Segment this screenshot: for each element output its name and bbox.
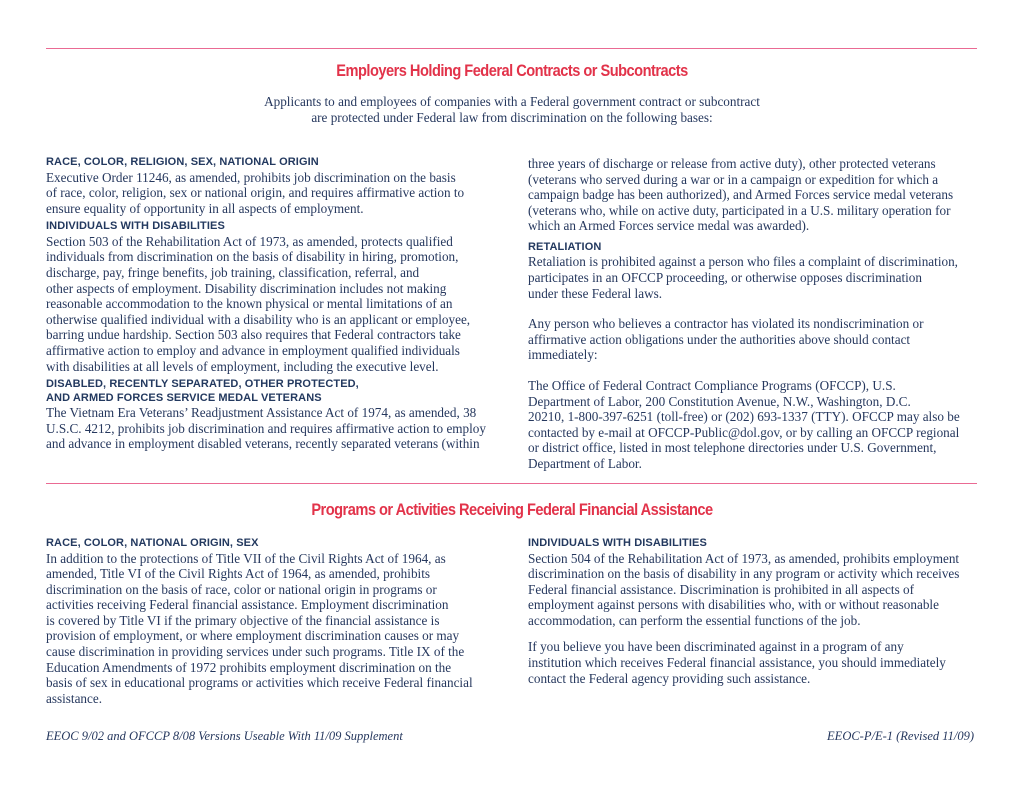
body-line: individuals from discrimination on the basis of disability in hiring, promotion, — [46, 249, 459, 265]
body-line: discrimination on the basis of race, color or national origin in programs or — [46, 581, 437, 597]
body-line: accommodation, can perform the essential functions of the job. — [528, 612, 861, 628]
body-line: 20210, 1-800-397-6251 (toll-free) or (202) 693-1337 (TTY). OFCCP may also be — [528, 409, 960, 425]
body-line: with disabilities at all levels of employment, including the executive level. — [46, 358, 439, 374]
section1-left-column — [46, 156, 496, 456]
veterans-continued-block — [528, 156, 978, 234]
body-line: The Office of Federal Contract Compliance Programs (OFCCP), U.S. — [528, 378, 896, 394]
retaliation-heading: RETALIATION — [528, 240, 602, 253]
body-line: contact the Federal agency providing such assistance. — [528, 670, 811, 686]
contact-info-block — [528, 378, 978, 472]
body-line: contacted by e-mail at OFCCP-Public@dol.gov, or by calling an OFCCP regional — [528, 424, 960, 440]
body-line: provision of employment, or where employment discrimination causes or may — [46, 628, 460, 644]
section1-intro — [0, 94, 1024, 126]
body-line: is covered by Title VI if the primary objective of the financial assistance is — [46, 612, 440, 628]
footer-form-id: EEOC-P/E-1 (Revised 11/09) — [827, 729, 974, 743]
body-line: U.S.C. 4212, prohibits job discrimination and requires affirmative action to employ — [46, 420, 486, 436]
body-line: (veterans who served during a war or in a campaign or expedition for which a — [528, 171, 939, 187]
middle-divider — [46, 483, 977, 484]
body-line: campaign badge has been authorized), and Armed Forces service medal veterans — [528, 187, 954, 203]
body-line: Executive Order 11246, as amended, prohibits job discrimination on the basis — [46, 169, 456, 185]
body-line: or district office, listed in most telephone directories under U.S. Government, — [528, 440, 937, 456]
section1-right-column — [528, 156, 978, 476]
disabilities-block — [46, 220, 496, 374]
race-heading: RACE, COLOR, RELIGION, SEX, NATIONAL ORIGIN — [46, 156, 319, 168]
intro-line: Applicants to and employees of companies with a Federal government contract or subcontract — [264, 94, 760, 109]
body-line: amended, Title VI of the Civil Rights Act of 1964, as amended, prohibits — [46, 566, 430, 582]
body-line: Any person who believes a contractor has violated its nondiscrimination or — [528, 316, 924, 332]
body-line: basis of sex in educational programs or activities which receive Federal financial — [46, 675, 473, 691]
body-line: institution which receives Federal financial assistance, you should immediately — [528, 655, 946, 671]
body-line: Section 503 of the Rehabilitation Act of 1973, as amended, protects qualified — [46, 233, 453, 249]
section2-title: Programs or Activities Receiving Federal Financial Assistance — [311, 500, 713, 519]
body-line: discharge, pay, fringe benefits, job training, classification, referral, and — [46, 264, 420, 280]
body-line: Retaliation is prohibited against a person who files a complaint of discrimination, — [528, 254, 958, 270]
body-line: immediately: — [528, 347, 598, 363]
section2-right-column — [528, 537, 978, 686]
body-line: (veterans who, while on active duty, participated in a U.S. military operation for — [528, 202, 951, 218]
body-line: activities receiving Federal financial assistance. Employment discrimination — [46, 597, 449, 613]
race-national-origin-heading: RACE, COLOR, NATIONAL ORIGIN, SEX — [46, 537, 259, 549]
intro-line: are protected under Federal law from discrimination on the following bases: — [311, 110, 713, 125]
body-line: of race, color, religion, sex or national origin, and requires affirmative action to — [46, 185, 465, 201]
veterans-heading: AND ARMED FORCES SERVICE MEDAL VETERANS — [46, 391, 322, 404]
body-line: assistance. — [46, 690, 103, 706]
body-line: barring undue hardship. Section 503 also requires that Federal contractors take — [46, 327, 461, 343]
body-line: The Vietnam Era Veterans’ Readjustment Assistance Act of 1974, as amended, 38 — [46, 405, 477, 421]
body-line: If you believe you have been discriminated against in a program of any — [528, 639, 904, 655]
body-line: reasonable accommodation to the known physical or mental limitations of an — [46, 296, 453, 312]
body-line: affirmative action to employ and advance in employment qualified individuals — [46, 342, 460, 358]
body-line: other aspects of employment. Disability discrimination includes not making — [46, 280, 447, 296]
footer-version-note: EEOC 9/02 and OFCCP 8/08 Versions Useable With 11/09 Supplement — [46, 729, 403, 743]
race-block — [46, 156, 496, 216]
contact-intro-block — [528, 316, 978, 363]
veterans-heading: DISABLED, RECENTLY SEPARATED, OTHER PROTECTED, — [46, 378, 359, 391]
body-line: participates in an OFCCP proceeding, or otherwise opposes discrimination — [528, 270, 922, 286]
body-line: discrimination on the basis of disability in any program or activity which receives — [528, 566, 960, 582]
section1-title: Employers Holding Federal Contracts or Subcontracts — [336, 61, 688, 80]
body-line: and advance in employment disabled veterans, recently separated veterans (within — [46, 436, 480, 452]
top-divider — [46, 48, 977, 49]
body-line: cause discrimination in providing services under such programs. Title IX of the — [46, 644, 465, 660]
disabilities-heading: INDIVIDUALS WITH DISABILITIES — [46, 220, 225, 233]
body-line: Section 504 of the Rehabilitation Act of 1973, as amended, prohibits employment — [528, 550, 960, 566]
body-line: Department of Labor, 200 Constitution Avenue, N.W., Washington, D.C. — [528, 393, 911, 409]
body-line: affirmative action obligations under the authorities above should contact — [528, 331, 911, 347]
body-line: three years of discharge or release from active duty), other protected veterans — [528, 156, 936, 171]
body-line: otherwise qualified individual with a disability who is an applicant or employee, — [46, 311, 471, 327]
body-line: ensure equality of opportunity in all aspects of employment. — [46, 200, 364, 216]
body-line: Department of Labor. — [528, 456, 642, 471]
body-line: Education Amendments of 1972 prohibits employment discrimination on the — [46, 659, 452, 675]
disabilities-504-heading: INDIVIDUALS WITH DISABILITIES — [528, 537, 707, 549]
body-line: which an Armed Forces service medal was awarded). — [528, 218, 810, 234]
veterans-block — [46, 378, 496, 452]
body-line: In addition to the protections of Title VII of the Civil Rights Act of 1964, as — [46, 550, 446, 566]
body-line: employment against persons with disabilities who, with or without reasonable — [528, 597, 939, 613]
body-line: under these Federal laws. — [528, 285, 663, 301]
body-line: Federal financial assistance. Discrimination is prohibited in all aspects of — [528, 581, 914, 597]
section2-left-column — [46, 537, 496, 706]
retaliation-block — [528, 241, 978, 301]
